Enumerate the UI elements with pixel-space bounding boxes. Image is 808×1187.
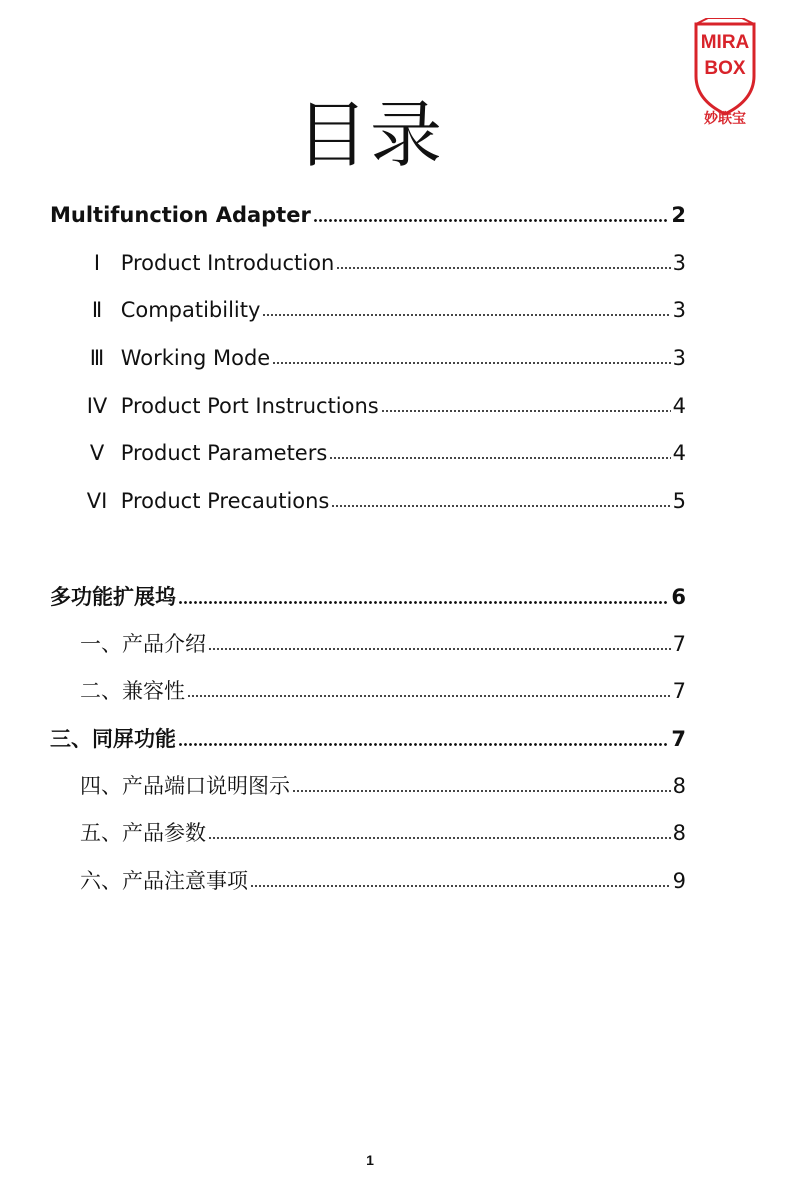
toc-leader: [178, 724, 669, 754]
page-title: 目录: [295, 93, 444, 177]
toc-leader: [331, 486, 670, 516]
toc-label: Product Port Instructions: [120, 394, 379, 418]
toc-leader: [313, 200, 670, 230]
logo-text-cn: 妙联宝: [704, 111, 746, 127]
toc-entry-cn-5[interactable]: [80, 818, 686, 848]
toc-entry-cn-1[interactable]: [80, 629, 686, 659]
toc-entry-working-mode[interactable]: [80, 343, 686, 373]
toc-leader: [208, 629, 671, 659]
toc-entry-cn-2[interactable]: [80, 676, 686, 706]
toc-page: 6: [671, 585, 686, 609]
toc-entry-product-port-instructions[interactable]: [80, 391, 686, 421]
toc-leader: [208, 818, 671, 848]
toc-entry-cn-6[interactable]: [80, 866, 686, 896]
toc-numeral: Ⅰ: [93, 251, 101, 275]
toc-leader: [250, 866, 671, 896]
toc-label: 五、产品参数: [80, 821, 206, 845]
toc-entry-compatibility[interactable]: [80, 295, 686, 325]
toc-leader: [187, 676, 671, 706]
toc-leader: [272, 343, 670, 373]
page-number: 1: [366, 1152, 374, 1168]
toc-label: Working Mode: [120, 346, 271, 370]
toc-numeral: IV: [86, 394, 108, 418]
toc-label: 多功能扩展坞: [50, 585, 176, 609]
logo-text-bottom: BOX: [704, 58, 746, 79]
toc-leader: [178, 582, 669, 612]
toc-label: Product Precautions: [120, 489, 330, 513]
toc-label: 三、同屏功能: [50, 727, 176, 751]
toc-entry-product-parameters[interactable]: [80, 438, 686, 468]
toc-label: Product Introduction: [120, 251, 335, 275]
toc-page: 7: [672, 632, 686, 656]
toc-page: 7: [672, 679, 686, 703]
toc-page: 3: [672, 346, 686, 370]
toc-numeral: Ⅲ: [89, 346, 105, 370]
toc-entry-product-precautions[interactable]: [80, 486, 686, 516]
toc-entry-cn-4[interactable]: [80, 771, 686, 801]
toc-leader: [336, 248, 670, 278]
toc-entry-product-introduction[interactable]: [80, 248, 686, 278]
toc-numeral: VI: [86, 489, 108, 513]
toc-page: 5: [672, 489, 686, 513]
toc-leader: [329, 438, 670, 468]
toc-page: 7: [671, 727, 686, 751]
toc-page: 3: [672, 298, 686, 322]
toc-label: Multifunction Adapter: [50, 203, 311, 227]
toc-entry-multifunction-adapter[interactable]: [50, 200, 686, 230]
toc-entry-cn-heading[interactable]: [50, 582, 686, 612]
toc-page: 9: [672, 869, 686, 893]
toc-label: 六、产品注意事项: [80, 869, 248, 893]
toc-page: 2: [671, 203, 686, 227]
toc-label: 二、兼容性: [80, 679, 185, 703]
toc-leader: [292, 771, 671, 801]
logo-text-top: MIRA: [700, 32, 750, 53]
toc-label: Product Parameters: [120, 441, 328, 465]
toc-page: 4: [672, 441, 686, 465]
toc-leader: [381, 391, 671, 421]
toc-label: 一、产品介绍: [80, 632, 206, 656]
toc-page: 4: [672, 394, 686, 418]
toc-numeral: Ⅱ: [91, 298, 103, 322]
toc-page: 8: [672, 821, 686, 845]
toc-label: 四、产品端口说明图示: [80, 774, 290, 798]
toc-numeral: Ⅴ: [89, 441, 105, 465]
toc-leader: [262, 295, 670, 325]
toc-label: Compatibility: [120, 298, 261, 322]
toc-page: 3: [672, 251, 686, 275]
toc-page: 8: [672, 774, 686, 798]
toc-entry-cn-3[interactable]: [50, 724, 686, 754]
